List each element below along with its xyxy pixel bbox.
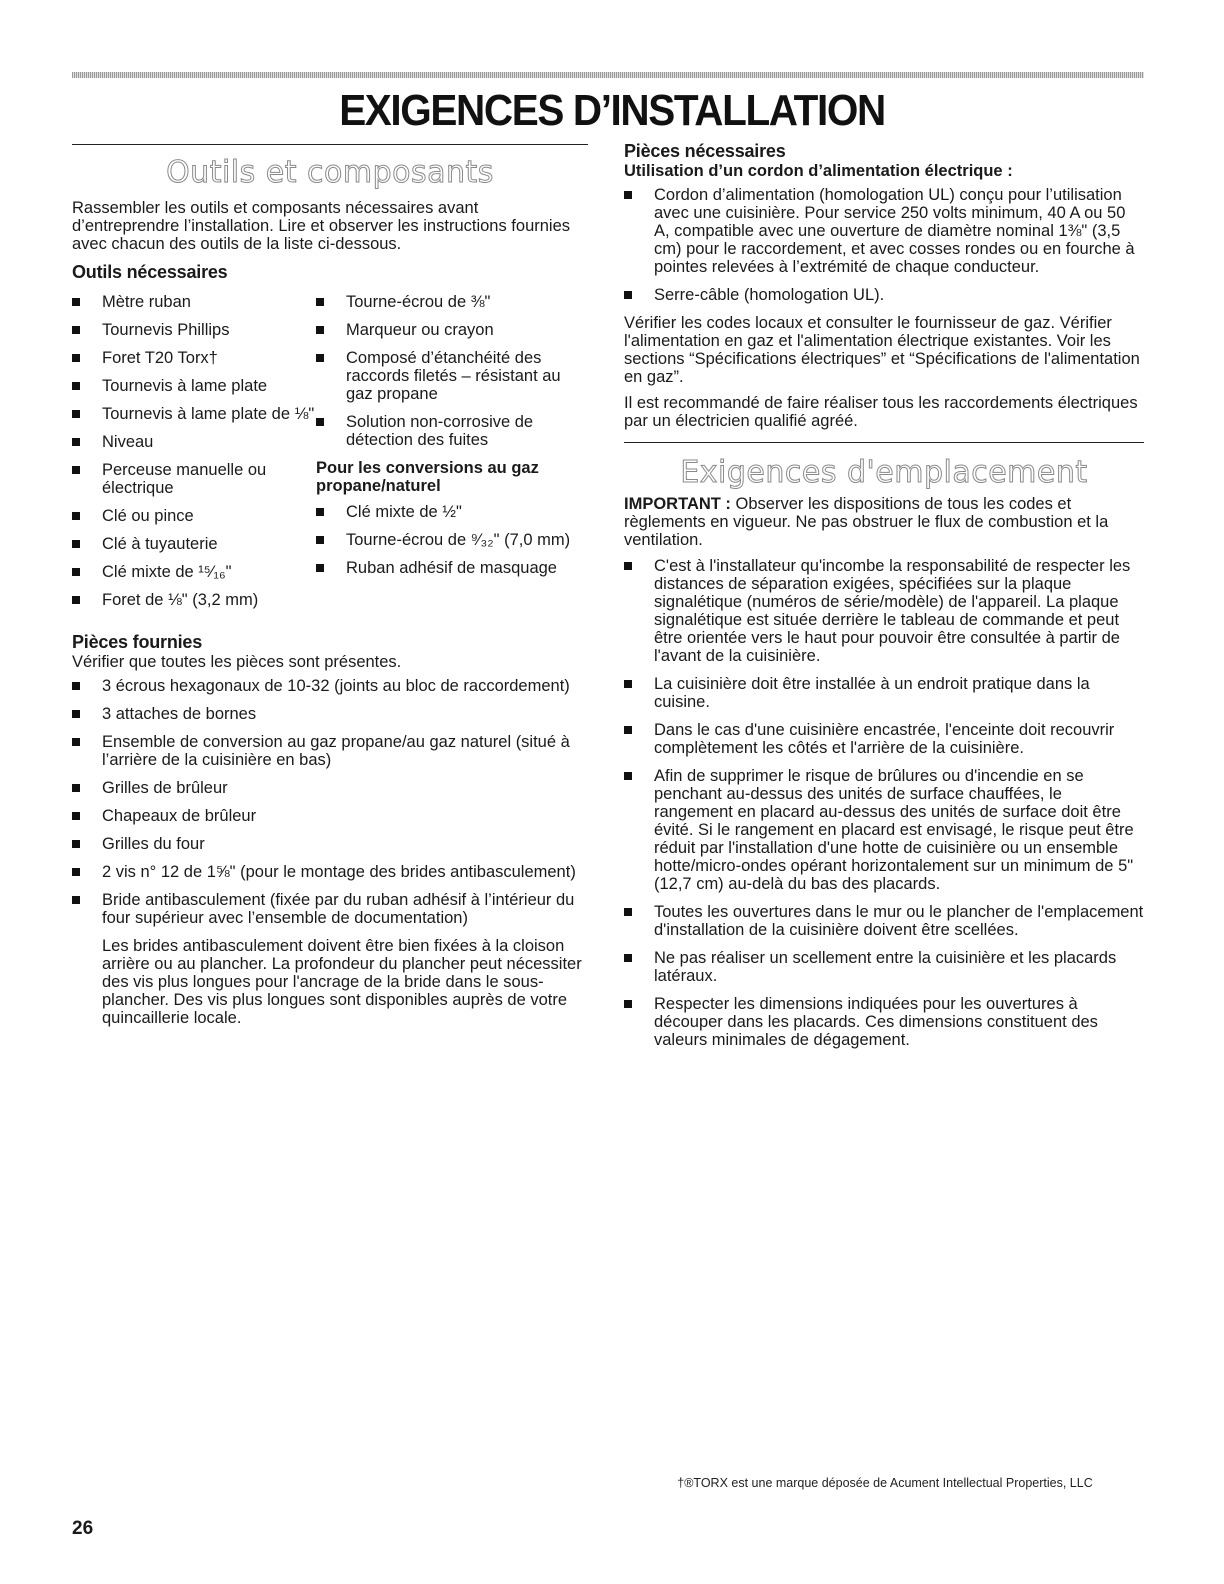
left-column [72, 140, 588, 1027]
list-item: Foret de ⅛" (3,2 mm) [72, 591, 316, 609]
tools-grid [72, 293, 588, 619]
list-item: Tourne-écrou de ⅜" [316, 293, 588, 311]
list-item: 3 attaches de bornes [72, 705, 588, 723]
list-item: Tourne-écrou de ⁹⁄₃₂" (7,0 mm) [316, 531, 588, 549]
list-item: Bride antibasculement (fixée par du ruban adhésif à l’intérieur du four supérieur avec l’ensemble de documentation) [72, 891, 588, 927]
tools-col2 [316, 293, 588, 619]
right-column [624, 140, 1144, 1059]
conversion-heading: Pour les conversions au gaz propane/naturel [316, 459, 539, 495]
list-item: Afin de supprimer le risque de brûlures ou d'incendie en se penchant au-dessus des unités de surface chauffées, le rangement en placard au-dessus des unités de surface doit être évité. Si le rangement en placard est envisagé, le risque peut être réduit par l'installation d'une hotte de cuisinière ou un ensemble hotte/micro-ondes opérant horizontalement sur un minimum de 5" (12,7 cm) au-delà du bas des placards. [624, 767, 1144, 893]
list-item: Chapeaux de brûleur [72, 807, 588, 825]
list-item: Tournevis Phillips [72, 321, 316, 339]
page-title: EXIGENCES D’INSTALLATION [339, 86, 885, 135]
parts-supplied-heading: Pièces fournies [72, 632, 203, 652]
power-cord-subheading: Utilisation d’un cordon d’alimentation électrique : [624, 162, 1013, 180]
tools-list-col2 [316, 293, 588, 449]
list-item: Dans le cas d'une cuisinière encastrée, l'enceinte doit recouvrir complètement les côtés et l'arrière de la cuisinière. [624, 721, 1144, 757]
important-text: Observer les dispositions de tous les codes et règlements en vigueur. Ne pas obstruer le flux de combustion et la ventilation. [624, 495, 1109, 549]
tools-section-heading: Outils et composants [166, 155, 494, 190]
list-item: Clé ou pince [72, 507, 316, 525]
parts-list [72, 677, 588, 927]
list-item: Perceuse manuelle ou électrique [72, 461, 316, 497]
list-item: Tournevis à lame plate de ⅛" [72, 405, 316, 423]
list-item: Niveau [72, 433, 316, 451]
list-item: 2 vis n° 12 de 1⅝" (pour le montage des brides antibasculement) [72, 863, 588, 881]
required-tools-heading: Outils nécessaires [72, 262, 228, 282]
tools-list-col1 [72, 293, 316, 619]
list-item: Ne pas réaliser un scellement entre la cuisinière et les placards latéraux. [624, 949, 1144, 985]
page-number: 26 [72, 1518, 94, 1539]
list-item: Ensemble de conversion au gaz propane/au gaz naturel (situé à l’arrière de la cuisinière en bas) [72, 733, 588, 769]
section-divider [624, 442, 1144, 443]
trademark-footnote: †®TORX est une marque déposée de Acument Intellectual Properties, LLC [677, 1476, 1093, 1490]
list-item: La cuisinière doit être installée à un endroit pratique dans la cuisine. [624, 675, 1144, 711]
location-requirements-list [624, 557, 1144, 1049]
tools-intro: Rassembler les outils et composants nécessaires avant d’entreprendre l’installation. Lire et observer les instructions fournies avec chacun des outils de la liste ci-dessous. [72, 199, 571, 253]
list-item: Cordon d’alimentation (homologation UL) conçu pour l’utilisation avec une cuisinière. Pour service 250 volts minimum, 40 A ou 50 A, compatible avec une ouverture de diamètre nominal 1⅜" (3,5 cm) pour le raccordement, et avec cosses rondes ou en fourche à pointes relevées à l’extrémité de chaque conducteur. [624, 186, 1144, 276]
list-item: Serre-câble (homologation UL). [624, 286, 1144, 304]
list-item: Respecter les dimensions indiquées pour les ouvertures à découper dans les placards. Ces dimensions constituent des valeurs minimales de dégagement. [624, 995, 1144, 1049]
list-item: Clé à tuyauterie [72, 535, 316, 553]
list-item: Ruban adhésif de masquage [316, 559, 588, 577]
conversion-tools-list [316, 503, 588, 577]
list-item: C'est à l'installateur qu'incombe la responsabilité de respecter les distances de séparation exigées, spécifiées sur la plaque signalétique (numéros de série/modèle) de l'appareil. La plaque signalétique est située derrière le tableau de commande et peut être orientée vers le haut pour pouvoir être consultée à partir de l'avant de la cuisinière. [624, 557, 1144, 665]
list-item: Grilles du four [72, 835, 588, 853]
location-section-heading: Exigences d'emplacement [680, 455, 1088, 490]
section-divider [72, 144, 588, 145]
important-note [624, 495, 1144, 549]
list-item: Solution non-corrosive de détection des fuites [316, 413, 588, 449]
list-item: Foret T20 Torx† [72, 349, 316, 367]
important-label: IMPORTANT : [624, 495, 731, 513]
list-item: Composé d’étanchéité des raccords filetés – résistant au gaz propane [316, 349, 588, 403]
list-item: Clé mixte de ½" [316, 503, 588, 521]
needed-parts-para2: Il est recommandé de faire réaliser tous les raccordements électriques par un électricien qualifié agréé. [624, 394, 1138, 430]
list-item: Tournevis à lame plate [72, 377, 316, 395]
parts-note: Les brides antibasculement doivent être bien fixées à la cloison arrière ou au plancher. La profondeur du plancher peut nécessiter des vis plus longues pour l'ancrage de la bride dans le sous-plancher. Des vis plus longues sont disponibles auprès de votre quincaillerie locale. [102, 937, 582, 1027]
needed-parts-heading: Pièces nécessaires [624, 141, 786, 161]
needed-parts-list [624, 186, 1144, 304]
list-item: Toutes les ouvertures dans le mur ou le plancher de l'emplacement d'installation de la cuisinière doivent être scellées. [624, 903, 1144, 939]
top-decorative-rule [72, 72, 1144, 78]
needed-parts-para1: Vérifier les codes locaux et consulter le fournisseur de gaz. Vérifier l'alimentation en gaz et l'alimentation électrique existantes. Voir les sections “Spécifications électriques” et “Spécifications de l'alimentation en gaz”. [624, 314, 1140, 386]
parts-intro: Vérifier que toutes les pièces sont présentes. [72, 653, 402, 671]
list-item: Clé mixte de ¹⁵⁄₁₆" [72, 563, 316, 581]
list-item: Marqueur ou crayon [316, 321, 588, 339]
list-item: Grilles de brûleur [72, 779, 588, 797]
list-item: 3 écrous hexagonaux de 10-32 (joints au bloc de raccordement) [72, 677, 588, 695]
list-item: Mètre ruban [72, 293, 316, 311]
